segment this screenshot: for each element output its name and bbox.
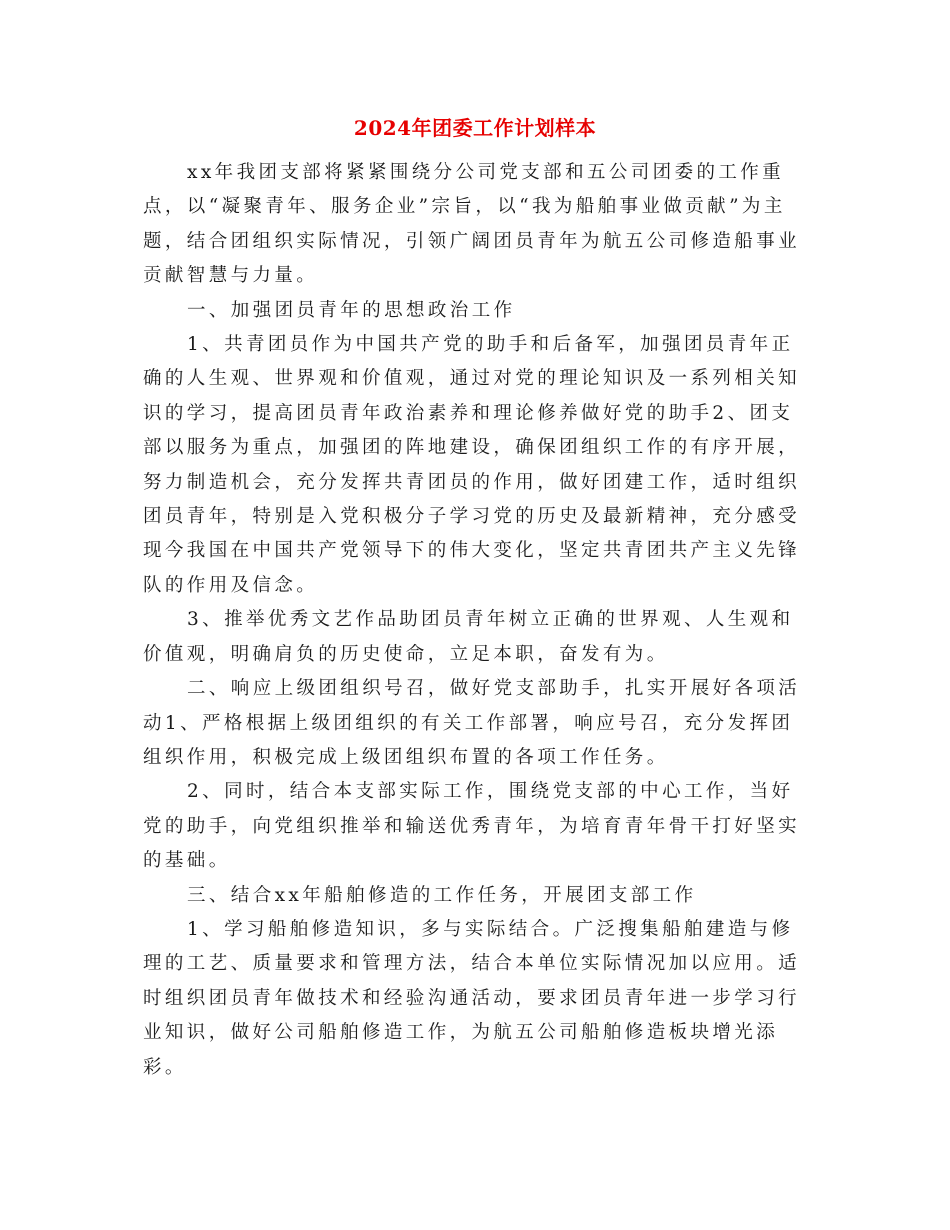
section-heading-3: 三、结合xx年船舶修造的工作任务，开展团支部工作 <box>187 884 697 906</box>
intro-paragraph: xx年我团支部将紧紧围绕分公司党支部和五公司团委的工作重点，以“凝聚青年、服务企业”宗旨，以“我为船舶事业做贡献”为主题，结合团组织实际情况，引领广阔团员青年为航五公司修造船事业贡献智慧与力量。 <box>143 162 801 287</box>
document-body <box>143 156 815 1085</box>
section-heading-2: 二、响应上级团组织号召，做好党支部助手，扎实开展好各项活动1、严格根据上级团组织的有关工作部署，响应号召，充分发挥团组织作用，积极完成上级团组织布置的各项工作任务。 <box>143 678 801 768</box>
paragraph-1-1: 1、共青团员作为中国共产党的助手和后备军，加强团员青年正确的人生观、世界观和价值观，通过对党的理论知识及一系列相关知识的学习，提高团员青年政治素养和理论修养做好党的助手2、团支部以服务为重点，加强团的阵地建设，确保团组织工作的有序开展，努力制造机会，充分发挥共青团员的作用，做好团建工作，适时组织团员青年，特别是入党积极分子学习党的历史及最新精神，充分感受现今我国在中国共产党领导下的伟大变化，坚定共青团共产主义先锋队的作用及信念。 <box>143 334 801 596</box>
document-title: 2024年团委工作计划样本 <box>353 116 597 140</box>
paragraph-3-1: 1、学习船舶修造知识，多与实际结合。广泛搜集船舶建造与修理的工艺、质量要求和管理方法，结合本单位实际情况加以应用。适时组织团员青年做技术和经验沟通活动，要求团员青年进一步学习行业知识，做好公司船舶修造工作，为航五公司船舶修造板块增光添彩。 <box>143 918 801 1078</box>
paragraph-1-3: 3、推举优秀文艺作品助团员青年树立正确的世界观、人生观和价值观，明确肩负的历史使命，立足本职，奋发有为。 <box>143 609 794 665</box>
section-heading-1: 一、加强团员青年的思想政治工作 <box>187 299 516 321</box>
paragraph-2-2: 2、同时，结合本支部实际工作，围绕党支部的中心工作，当好党的助手，向党组织推举和输送优秀青年，为培育青年骨干打好坚实的基础。 <box>143 781 801 872</box>
